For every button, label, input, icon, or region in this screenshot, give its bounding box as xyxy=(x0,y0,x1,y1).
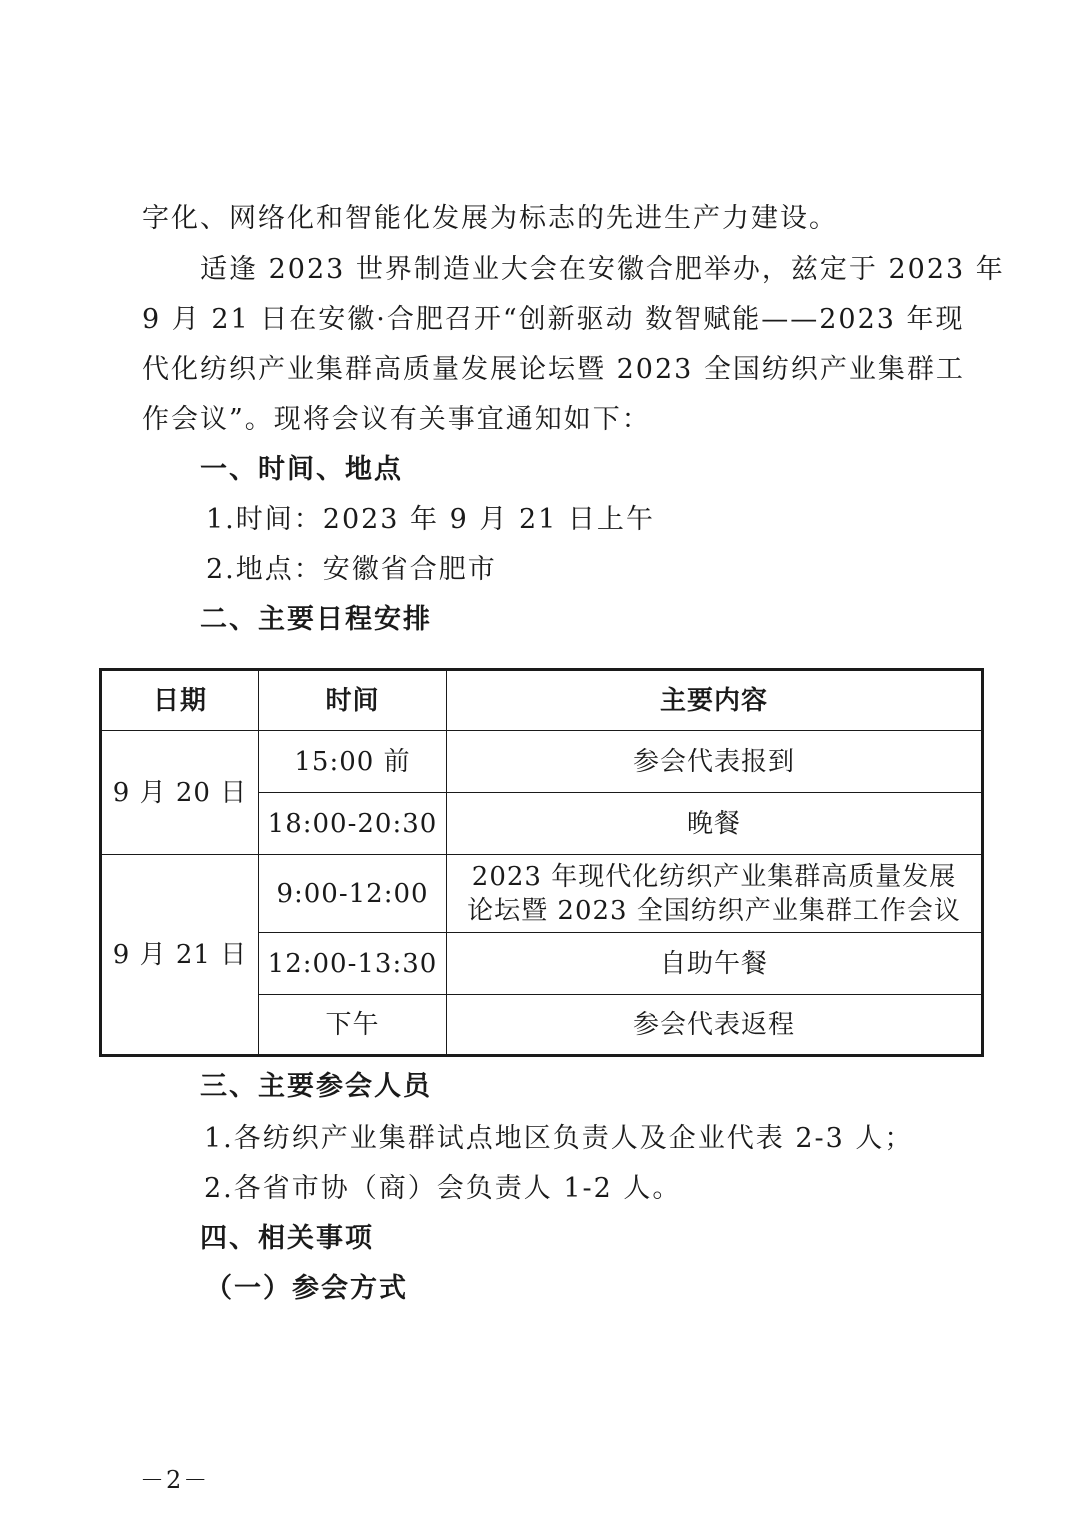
paragraph-line: 9 月 21 日在安徽·合肥召开“创新驱动 数智赋能——2023 年现 xyxy=(142,304,965,335)
date-cell: 9 月 20 日 xyxy=(101,731,259,855)
time-item: 1.时间：2023 年 9 月 21 日上午 xyxy=(206,504,655,535)
time-cell: 12:00-13:30 xyxy=(259,933,447,995)
content-cell: 参会代表报到 xyxy=(447,731,983,793)
paragraph-line: 字化、网络化和智能化发展为标志的先进生产力建设。 xyxy=(142,203,838,234)
paragraph-line: 适逢 2023 世界制造业大会在安徽合肥举办，兹定于 2023 年 xyxy=(200,254,1005,285)
place-item: 2.地点：安徽省合肥市 xyxy=(206,554,497,585)
section-heading-related: 四、相关事项 xyxy=(200,1223,374,1254)
time-cell: 下午 xyxy=(259,995,447,1056)
attendee-item: 1.各纺织产业集群试点地区负责人及企业代表 2-3 人； xyxy=(204,1123,914,1154)
paragraph-line: 作会议”。现将会议有关事宜通知如下： xyxy=(142,404,651,435)
content-line: 2023 年现代化纺织产业集群高质量发展 xyxy=(471,861,957,892)
attendee-item: 2.各省市协（商）会负责人 1-2 人。 xyxy=(204,1173,682,1204)
page-number: －2－ xyxy=(140,1466,210,1494)
content-cell: 自助午餐 xyxy=(447,933,983,995)
header-date: 日期 xyxy=(101,670,259,731)
content-cell: 参会代表返程 xyxy=(447,995,983,1056)
subsection-heading: （一）参会方式 xyxy=(205,1273,408,1304)
table-row xyxy=(101,855,983,933)
header-content: 主要内容 xyxy=(447,670,983,731)
header-time: 时间 xyxy=(259,670,447,731)
time-cell: 9:00-12:00 xyxy=(259,855,447,933)
time-cell: 15:00 前 xyxy=(259,731,447,793)
table-header-row xyxy=(101,670,983,731)
section-heading-schedule: 二、主要日程安排 xyxy=(200,604,432,635)
section-heading-time-place: 一、时间、地点 xyxy=(200,454,403,485)
section-heading-attendees: 三、主要参会人员 xyxy=(200,1071,432,1102)
content-line: 论坛暨 2023 全国纺织产业集群工作会议 xyxy=(467,895,961,926)
content-cell xyxy=(447,855,983,933)
time-cell: 18:00-20:30 xyxy=(259,793,447,855)
paragraph-line: 代化纺织产业集群高质量发展论坛暨 2023 全国纺织产业集群工 xyxy=(142,354,965,385)
table-row xyxy=(101,731,983,793)
date-cell: 9 月 21 日 xyxy=(101,855,259,1056)
content-cell: 晚餐 xyxy=(447,793,983,855)
schedule-table xyxy=(99,668,984,1057)
